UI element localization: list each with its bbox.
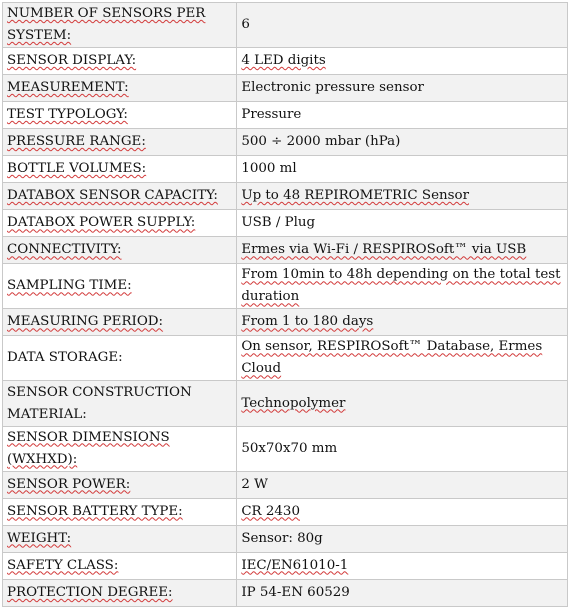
table-row [3,3,568,48]
spec-value-text: On sensor, RESPIROSoft™ Database, Ermes Cloud [241,339,543,377]
table-row [3,48,568,75]
spec-label-text: TEST TYPOLOGY: [7,107,128,123]
spec-value [237,309,568,336]
spec-label-text: DATA STORAGE: [7,350,123,366]
spec-value-text: 50x70x70 mm [241,440,338,456]
specifications-table [2,2,568,607]
table-row [3,336,568,381]
spec-label-text: SENSOR BATTERY TYPE: [7,503,183,519]
table-row [3,237,568,264]
spec-label [3,525,237,552]
spec-label [3,183,237,210]
table-row [3,426,568,471]
table-row [3,498,568,525]
spec-label-text: MEASUREMENT: [7,80,129,96]
spec-label [3,336,237,381]
spec-label-text: MEASURING PERIOD: [7,314,164,330]
spec-label [3,237,237,264]
spec-value-text: Electronic pressure sensor [241,80,424,96]
spec-label [3,3,237,48]
spec-value-text: Pressure [241,107,302,123]
spec-value-text: USB / Plug [241,215,316,231]
spec-value-text: 6 [241,17,250,33]
spec-value [237,381,568,426]
spec-value-text: CR 2430 [241,503,300,519]
spec-value-text: From 10min to 48h depending on the total test duration [241,267,561,305]
spec-value-text: 1000 ml [241,161,297,177]
spec-value [237,183,568,210]
spec-label [3,264,237,309]
table-row [3,183,568,210]
spec-value-text: Sensor: 80g [241,530,323,546]
table-row [3,381,568,426]
spec-value-text: Ermes via Wi-Fi / RESPIROSoft™ via USB [241,242,527,258]
spec-label [3,48,237,75]
spec-label-text: SAFETY CLASS: [7,557,119,573]
spec-label-text: PROTECTION DEGREE: [7,584,173,600]
table-row [3,525,568,552]
spec-value [237,426,568,471]
spec-value [237,3,568,48]
spec-label-text: DATABOX SENSOR CAPACITY: [7,188,218,204]
spec-value-text: 4 LED digits [241,53,326,69]
spec-label-text: PRESSURE RANGE: [7,134,146,150]
table-row [3,264,568,309]
spec-value [237,129,568,156]
spec-label-text: WEIGHT: [7,530,72,546]
spec-value-text: Up to 48 REPIROMETRIC Sensor [241,188,469,204]
spec-label [3,498,237,525]
spec-label-text: SENSOR DISPLAY: [7,53,137,69]
spec-label [3,129,237,156]
table-row [3,471,568,498]
spec-value [237,102,568,129]
spec-label-text: BOTTLE VOLUMES: [7,161,147,177]
spec-value [237,237,568,264]
table-row [3,75,568,102]
spec-value-text: From 1 to 180 days [241,314,374,330]
spec-value [237,75,568,102]
spec-value [237,552,568,579]
spec-label-text: SENSOR DIMENSIONS (WXHXD): [7,429,170,467]
spec-label-text: SENSOR CONSTRUCTION MATERIAL: [7,384,192,422]
spec-label-text: DATABOX POWER SUPPLY: [7,215,196,231]
spec-label [3,552,237,579]
spec-label [3,471,237,498]
spec-value-text: 2 W [241,476,268,492]
spec-value [237,48,568,75]
table-row [3,309,568,336]
spec-label-text: NUMBER OF SENSORS PER SYSTEM: [7,6,206,44]
spec-value [237,579,568,606]
spec-value [237,471,568,498]
table-row [3,579,568,606]
table-row [3,102,568,129]
spec-value-text: IP 54-EN 60529 [241,584,350,600]
spec-label [3,426,237,471]
spec-value [237,336,568,381]
spec-label [3,579,237,606]
spec-label [3,210,237,237]
spec-value [237,498,568,525]
spec-label [3,75,237,102]
spec-label [3,156,237,183]
spec-label-text: SENSOR POWER: [7,476,131,492]
table-row [3,552,568,579]
spec-value [237,156,568,183]
table-row [3,156,568,183]
spec-value-text: 500 ÷ 2000 mbar (hPa) [241,134,401,150]
spec-label-text: SAMPLING TIME: [7,278,132,294]
table-row [3,129,568,156]
spec-value [237,525,568,552]
spec-label [3,309,237,336]
table-row [3,210,568,237]
spec-value-text: IEC/EN61010-1 [241,557,349,573]
spec-value [237,210,568,237]
spec-value-text: Technopolymer [241,395,346,411]
spec-label [3,102,237,129]
spec-value [237,264,568,309]
spec-label-text: CONNECTIVITY: [7,242,122,258]
spec-label [3,381,237,426]
